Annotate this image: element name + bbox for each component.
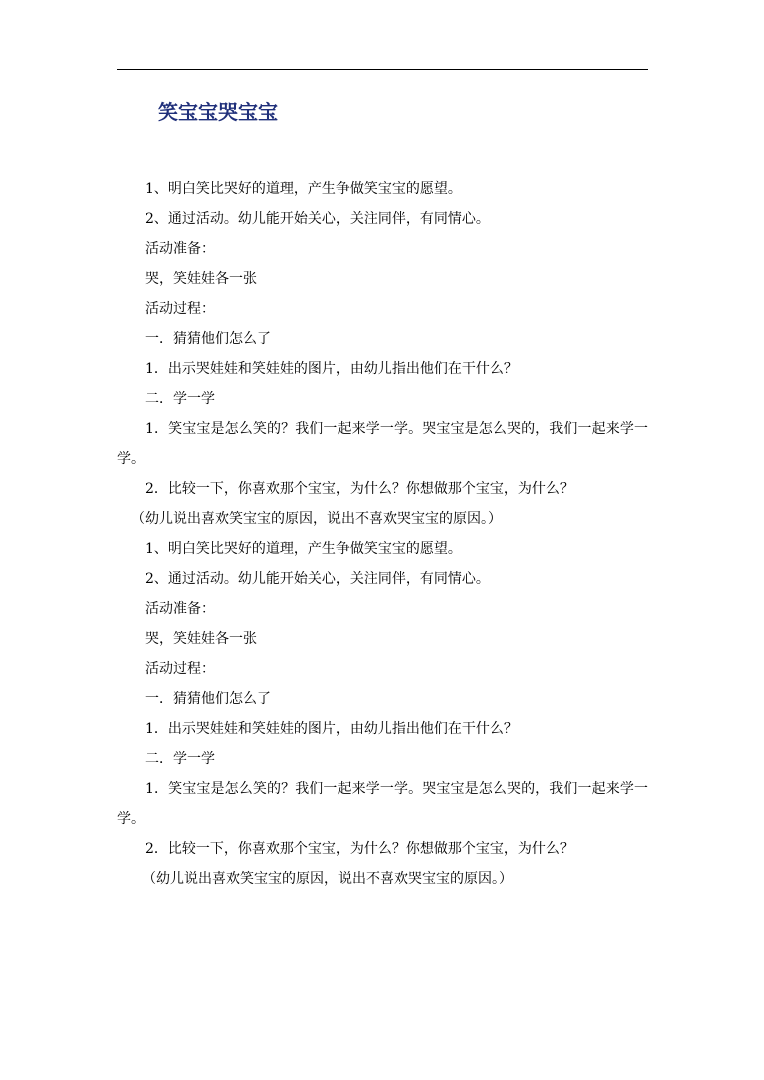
paragraph-step-1-detail: 1．出示哭娃娃和笑娃娃的图片，由幼儿指出他们在干什么？ — [145, 361, 518, 377]
paragraph-prep-materials: 哭，笑娃娃各一张 — [145, 271, 257, 287]
paragraph-step-2-detail-1: 1．笑宝宝是怎么笑的？我们一起来学一学。哭宝宝是怎么哭的，我们一起来学一学。 — [117, 421, 648, 467]
paragraph-prep-materials-repeat: 哭，笑娃娃各一张 — [145, 631, 257, 647]
paragraph-step-2-detail-2: 2．比较一下，你喜欢那个宝宝，为什么？你想做那个宝宝，为什么？ — [145, 481, 574, 497]
document-body — [117, 174, 648, 894]
paragraph-goal-1-repeat: 1、明白笑比哭好的道理，产生争做笑宝宝的愿望。 — [145, 541, 462, 557]
paragraph-process-heading-repeat: 活动过程： — [145, 661, 215, 677]
paragraph-goal-1: 1、明白笑比哭好的道理，产生争做笑宝宝的愿望。 — [145, 181, 462, 197]
paragraph-process-heading: 活动过程： — [145, 301, 215, 317]
paragraph-step-1-heading: 一．猜猜他们怎么了 — [145, 331, 271, 347]
header-rule — [117, 69, 648, 70]
paragraph-step-1-heading-repeat: 一．猜猜他们怎么了 — [145, 691, 271, 707]
paragraph-goal-2: 2、通过活动。幼儿能开始关心，关注同伴，有同情心。 — [145, 211, 490, 227]
paragraph-note: （幼儿说出喜欢笑宝宝的原因，说出不喜欢哭宝宝的原因。） — [131, 511, 502, 527]
paragraph-step-2-heading: 二．学一学 — [145, 391, 215, 407]
paragraph-step-2-heading-repeat: 二．学一学 — [145, 751, 215, 767]
paragraph-step-2-detail-1-repeat: 1．笑宝宝是怎么笑的？我们一起来学一学。哭宝宝是怎么哭的，我们一起来学一学。 — [117, 781, 648, 827]
document-title: 笑宝宝哭宝宝 — [158, 100, 278, 124]
paragraph-goal-2-repeat: 2、通过活动。幼儿能开始关心，关注同伴，有同情心。 — [145, 571, 490, 587]
paragraph-prep-heading-repeat: 活动准备： — [145, 601, 215, 617]
paragraph-note-repeat: （幼儿说出喜欢笑宝宝的原因，说出不喜欢哭宝宝的原因。） — [142, 871, 513, 887]
paragraph-prep-heading: 活动准备： — [145, 241, 215, 257]
paragraph-step-1-detail-repeat: 1．出示哭娃娃和笑娃娃的图片，由幼儿指出他们在干什么？ — [145, 721, 518, 737]
paragraph-step-2-detail-2-repeat: 2．比较一下，你喜欢那个宝宝，为什么？你想做那个宝宝，为什么？ — [145, 841, 574, 857]
